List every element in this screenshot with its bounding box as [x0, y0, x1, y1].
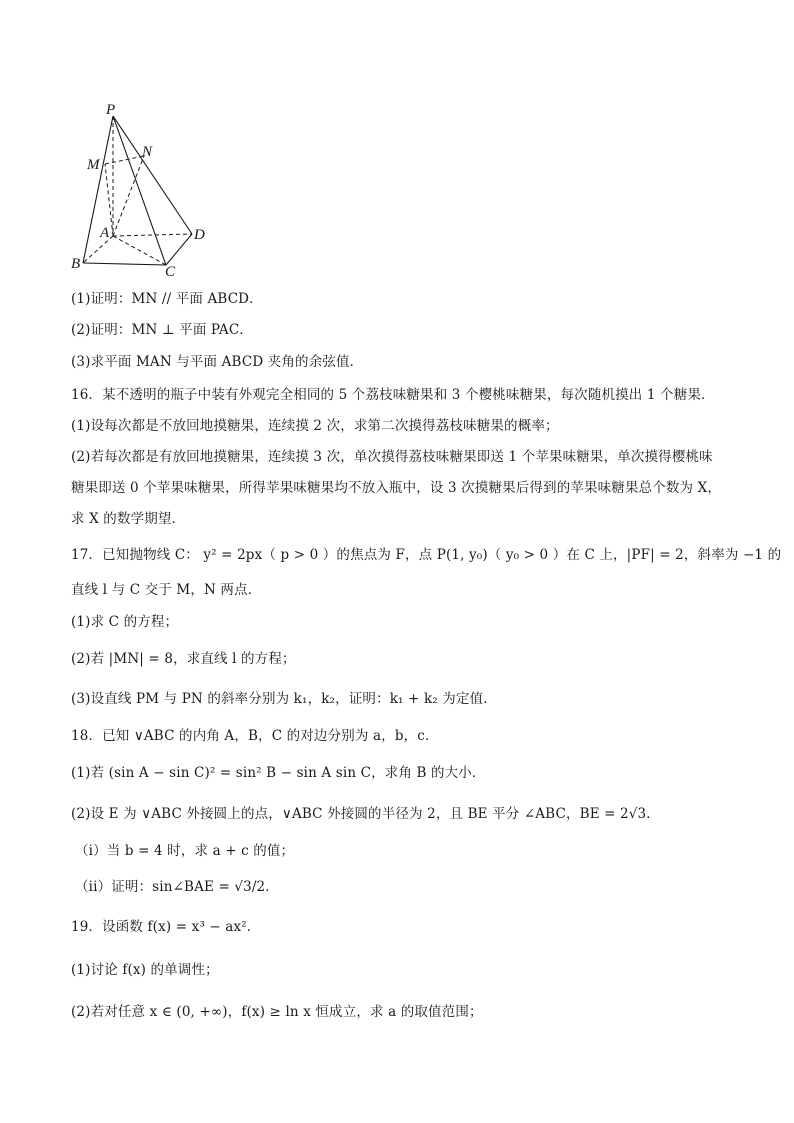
edge-ad	[113, 234, 192, 236]
q18-part2: (2)设 E 为 ∨ABC 外接圆上的点，∨ABC 外接圆的半径为 2，且 BE 平分 ∠ABC，BE = 2√3．	[71, 806, 660, 822]
q16-part1: (1)设每次都是不放回地摸糖果，连续摸 2 次，求第二次摸得荔枝味糖果的概率；	[71, 418, 559, 434]
q17-part3: (3)设直线 PM 与 PN 的斜率分别为 k₁，k₂，证明：k₁ + k₂ 为定值．	[71, 691, 497, 707]
q16-stem: 16．某不透明的瓶子中装有外观完全相同的 5 个荔枝味糖果和 3 个樱桃味糖果，每次随机摸出 1 个糖果．	[71, 387, 715, 403]
q16-part2-line2: 糖果即送 0 个苹果味糖果，所得苹果味糖果均不放入瓶中，设 3 次摸糖果后得到的苹果味糖果总个数为 X，	[71, 480, 722, 496]
edge-pc	[113, 116, 166, 265]
q18-part2-i: （i）当 b = 4 时，求 a + c 的值；	[75, 843, 295, 859]
q18-part1: (1)若 (sin A − sin C)² = sin² B − sin A sin C，求角 B 的大小．	[71, 765, 486, 781]
q15-part1: (1)证明：MN // 平面 ABCD．	[71, 291, 263, 307]
edge-ac	[113, 236, 166, 265]
label-b: B	[71, 256, 81, 272]
edge-bc	[83, 263, 166, 265]
q15-part3: (3)求平面 MAN 与平面 ABCD 夹角的余弦值．	[71, 354, 364, 370]
q19-stem: 19．设函数 f(x) = x³ − ax²．	[71, 919, 261, 935]
q18-stem: 18．已知 ∨ABC 的内角 A，B，C 的对边分别为 a，b，c．	[71, 728, 439, 744]
q19-part2: (2)若对任意 x ∈ (0, +∞)，f(x) ≥ ln x 恒成立，求 a 的取值范围；	[71, 1004, 483, 1020]
q15-part2: (2)证明：MN ⊥ 平面 PAC．	[71, 322, 253, 338]
q16-part2-line1: (2)若每次都是有放回地摸糖果，连续摸 3 次，单次摸得荔枝味糖果即送 1 个苹果味糖果，单次摸得樱桃味	[71, 449, 713, 465]
q19-part1: (1)讨论 f(x) 的单调性；	[71, 962, 219, 978]
pyramid-figure	[60, 98, 220, 280]
q18-part2-ii: （ii）证明：sin∠BAE = √3/2．	[75, 879, 279, 895]
q17-stem-line1: 17．已知抛物线 C： y² = 2px（ p > 0 ）的焦点为 F，点 P(1, y₀)（ y₀ > 0 ）在 C 上，|PF| = 2，斜率为 −1 的	[71, 547, 782, 563]
edge-cd	[166, 234, 192, 265]
label-a: A	[100, 225, 110, 241]
label-n: N	[142, 144, 153, 160]
pyramid-diagram	[60, 98, 220, 280]
segment-an	[113, 156, 144, 236]
segment-mn	[105, 156, 144, 164]
edge-pd	[113, 116, 192, 234]
label-m: M	[87, 157, 100, 173]
q16-part2-line3: 求 X 的数学期望．	[71, 511, 186, 527]
q17-stem-line2: 直线 l 与 C 交于 M，N 两点．	[71, 582, 262, 598]
q17-part1: (1)求 C 的方程；	[71, 614, 179, 630]
label-p: P	[106, 102, 116, 118]
q17-part2: (2)若 |MN| = 8，求直线 l 的方程；	[71, 651, 296, 667]
label-c: C	[165, 264, 176, 280]
label-d: D	[194, 227, 205, 243]
